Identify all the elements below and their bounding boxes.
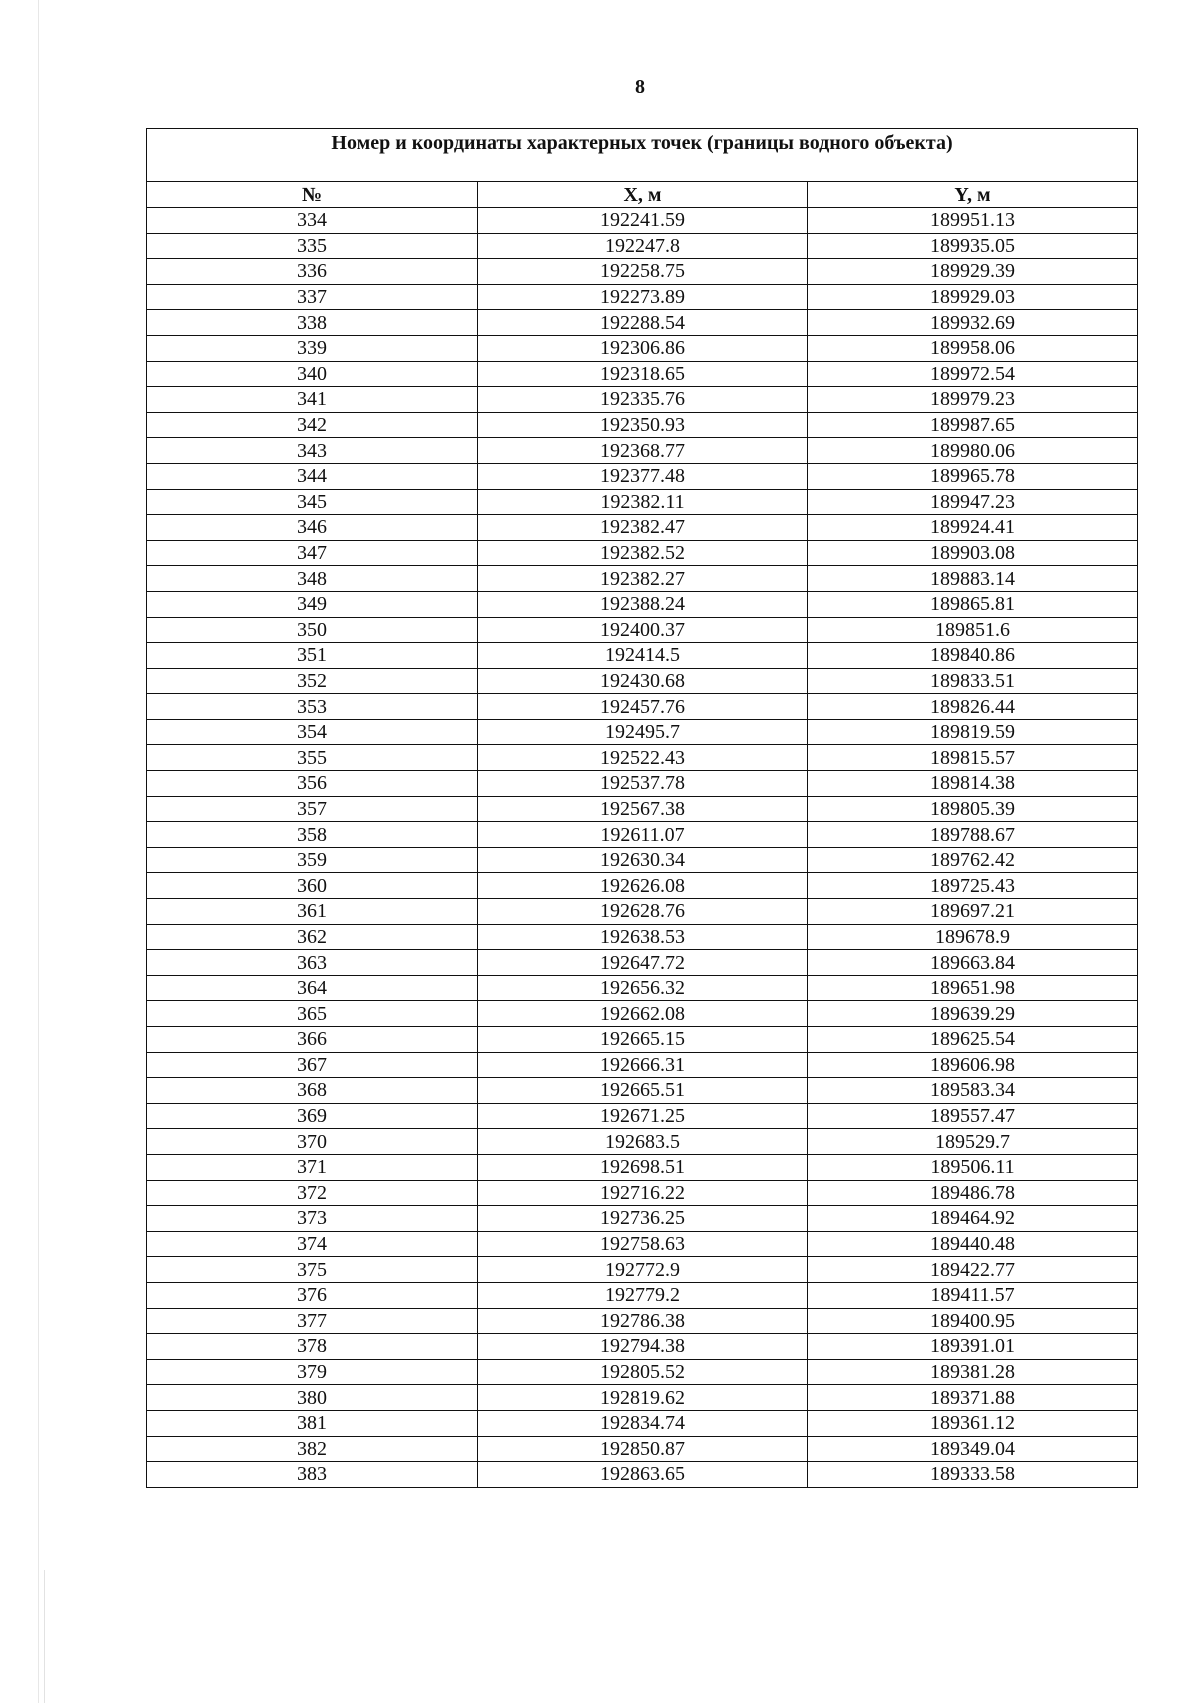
table-row xyxy=(147,361,1138,387)
point-number-cell: 348 xyxy=(147,566,478,592)
point-number-cell: 341 xyxy=(147,387,478,413)
x-coordinate-cell: 192258.75 xyxy=(478,259,808,285)
point-number-cell: 363 xyxy=(147,950,478,976)
y-coordinate-cell: 189440.48 xyxy=(808,1231,1138,1257)
x-coordinate-cell: 192288.54 xyxy=(478,310,808,336)
table-row xyxy=(147,1078,1138,1104)
point-number-cell: 360 xyxy=(147,873,478,899)
table-row xyxy=(147,540,1138,566)
y-coordinate-cell: 189725.43 xyxy=(808,873,1138,899)
column-header-number: № xyxy=(147,182,478,208)
point-number-cell: 334 xyxy=(147,208,478,234)
point-number-cell: 381 xyxy=(147,1410,478,1436)
table-row xyxy=(147,1359,1138,1385)
y-coordinate-cell: 189929.39 xyxy=(808,259,1138,285)
point-number-cell: 349 xyxy=(147,591,478,617)
table-row xyxy=(147,873,1138,899)
page-number: 8 xyxy=(635,76,645,98)
x-coordinate-cell: 192671.25 xyxy=(478,1103,808,1129)
table-row xyxy=(147,617,1138,643)
table-row xyxy=(147,1180,1138,1206)
y-coordinate-cell: 189381.28 xyxy=(808,1359,1138,1385)
y-coordinate-cell: 189980.06 xyxy=(808,438,1138,464)
y-coordinate-cell: 189951.13 xyxy=(808,208,1138,234)
x-coordinate-cell: 192430.68 xyxy=(478,668,808,694)
x-coordinate-cell: 192819.62 xyxy=(478,1385,808,1411)
point-number-cell: 339 xyxy=(147,335,478,361)
column-header-y: Y, м xyxy=(808,182,1138,208)
y-coordinate-cell: 189947.23 xyxy=(808,489,1138,515)
table-row xyxy=(147,387,1138,413)
y-coordinate-cell: 189826.44 xyxy=(808,694,1138,720)
table-row xyxy=(147,1282,1138,1308)
y-coordinate-cell: 189464.92 xyxy=(808,1206,1138,1232)
table-row xyxy=(147,463,1138,489)
table-row xyxy=(147,771,1138,797)
column-header-x: X, м xyxy=(478,182,808,208)
x-coordinate-cell: 192247.8 xyxy=(478,233,808,259)
table-row xyxy=(147,1154,1138,1180)
point-number-cell: 352 xyxy=(147,668,478,694)
x-coordinate-cell: 192647.72 xyxy=(478,950,808,976)
point-number-cell: 342 xyxy=(147,412,478,438)
x-coordinate-cell: 192736.25 xyxy=(478,1206,808,1232)
point-number-cell: 369 xyxy=(147,1103,478,1129)
point-number-cell: 338 xyxy=(147,310,478,336)
point-number-cell: 347 xyxy=(147,540,478,566)
table-row xyxy=(147,899,1138,925)
table-row xyxy=(147,1027,1138,1053)
point-number-cell: 366 xyxy=(147,1027,478,1053)
point-number-cell: 380 xyxy=(147,1385,478,1411)
point-number-cell: 353 xyxy=(147,694,478,720)
y-coordinate-cell: 189400.95 xyxy=(808,1308,1138,1334)
table-row xyxy=(147,745,1138,771)
table-body xyxy=(147,208,1138,1488)
point-number-cell: 373 xyxy=(147,1206,478,1232)
scan-artifact-line xyxy=(38,0,39,1703)
x-coordinate-cell: 192388.24 xyxy=(478,591,808,617)
table-row xyxy=(147,950,1138,976)
table-row xyxy=(147,1052,1138,1078)
table-row xyxy=(147,975,1138,1001)
y-coordinate-cell: 189979.23 xyxy=(808,387,1138,413)
x-coordinate-cell: 192522.43 xyxy=(478,745,808,771)
x-coordinate-cell: 192805.52 xyxy=(478,1359,808,1385)
x-coordinate-cell: 192863.65 xyxy=(478,1462,808,1488)
table-row xyxy=(147,412,1138,438)
x-coordinate-cell: 192850.87 xyxy=(478,1436,808,1462)
table-row xyxy=(147,566,1138,592)
y-coordinate-cell: 189639.29 xyxy=(808,1001,1138,1027)
point-number-cell: 368 xyxy=(147,1078,478,1104)
x-coordinate-cell: 192241.59 xyxy=(478,208,808,234)
x-coordinate-cell: 192457.76 xyxy=(478,694,808,720)
y-coordinate-cell: 189506.11 xyxy=(808,1154,1138,1180)
table-row xyxy=(147,1436,1138,1462)
table-row xyxy=(147,1334,1138,1360)
point-number-cell: 351 xyxy=(147,643,478,669)
table-row xyxy=(147,1410,1138,1436)
point-number-cell: 377 xyxy=(147,1308,478,1334)
point-number-cell: 375 xyxy=(147,1257,478,1283)
point-number-cell: 346 xyxy=(147,515,478,541)
x-coordinate-cell: 192779.2 xyxy=(478,1282,808,1308)
y-coordinate-cell: 189883.14 xyxy=(808,566,1138,592)
point-number-cell: 374 xyxy=(147,1231,478,1257)
table-row xyxy=(147,259,1138,285)
table-row xyxy=(147,719,1138,745)
y-coordinate-cell: 189625.54 xyxy=(808,1027,1138,1053)
point-number-cell: 335 xyxy=(147,233,478,259)
x-coordinate-cell: 192350.93 xyxy=(478,412,808,438)
table-row xyxy=(147,1001,1138,1027)
x-coordinate-cell: 192683.5 xyxy=(478,1129,808,1155)
y-coordinate-cell: 189651.98 xyxy=(808,975,1138,1001)
x-coordinate-cell: 192626.08 xyxy=(478,873,808,899)
y-coordinate-cell: 189987.65 xyxy=(808,412,1138,438)
point-number-cell: 355 xyxy=(147,745,478,771)
y-coordinate-cell: 189557.47 xyxy=(808,1103,1138,1129)
y-coordinate-cell: 189851.6 xyxy=(808,617,1138,643)
point-number-cell: 345 xyxy=(147,489,478,515)
point-number-cell: 336 xyxy=(147,259,478,285)
x-coordinate-cell: 192656.32 xyxy=(478,975,808,1001)
x-coordinate-cell: 192382.47 xyxy=(478,515,808,541)
point-number-cell: 344 xyxy=(147,463,478,489)
coordinates-table xyxy=(146,128,1138,1488)
y-coordinate-cell: 189486.78 xyxy=(808,1180,1138,1206)
table-row xyxy=(147,1206,1138,1232)
y-coordinate-cell: 189833.51 xyxy=(808,668,1138,694)
x-coordinate-cell: 192400.37 xyxy=(478,617,808,643)
table-row xyxy=(147,796,1138,822)
y-coordinate-cell: 189958.06 xyxy=(808,335,1138,361)
point-number-cell: 354 xyxy=(147,719,478,745)
table-row xyxy=(147,489,1138,515)
point-number-cell: 371 xyxy=(147,1154,478,1180)
x-coordinate-cell: 192414.5 xyxy=(478,643,808,669)
y-coordinate-cell: 189422.77 xyxy=(808,1257,1138,1283)
point-number-cell: 350 xyxy=(147,617,478,643)
table-row xyxy=(147,847,1138,873)
y-coordinate-cell: 189929.03 xyxy=(808,284,1138,310)
x-coordinate-cell: 192638.53 xyxy=(478,924,808,950)
x-coordinate-cell: 192382.27 xyxy=(478,566,808,592)
table-row xyxy=(147,335,1138,361)
point-number-cell: 378 xyxy=(147,1334,478,1360)
point-number-cell: 379 xyxy=(147,1359,478,1385)
x-coordinate-cell: 192665.15 xyxy=(478,1027,808,1053)
scan-artifact-line xyxy=(44,1570,45,1703)
table-row xyxy=(147,591,1138,617)
x-coordinate-cell: 192794.38 xyxy=(478,1334,808,1360)
point-number-cell: 361 xyxy=(147,899,478,925)
table-row xyxy=(147,208,1138,234)
table-row xyxy=(147,694,1138,720)
x-coordinate-cell: 192273.89 xyxy=(478,284,808,310)
x-coordinate-cell: 192537.78 xyxy=(478,771,808,797)
x-coordinate-cell: 192698.51 xyxy=(478,1154,808,1180)
y-coordinate-cell: 189411.57 xyxy=(808,1282,1138,1308)
table-row xyxy=(147,643,1138,669)
x-coordinate-cell: 192666.31 xyxy=(478,1052,808,1078)
table-row xyxy=(147,284,1138,310)
y-coordinate-cell: 189349.04 xyxy=(808,1436,1138,1462)
point-number-cell: 337 xyxy=(147,284,478,310)
table-row xyxy=(147,1462,1138,1488)
y-coordinate-cell: 189697.21 xyxy=(808,899,1138,925)
table-row xyxy=(147,1308,1138,1334)
y-coordinate-cell: 189935.05 xyxy=(808,233,1138,259)
table-row xyxy=(147,1231,1138,1257)
y-coordinate-cell: 189903.08 xyxy=(808,540,1138,566)
table-row xyxy=(147,668,1138,694)
x-coordinate-cell: 192662.08 xyxy=(478,1001,808,1027)
point-number-cell: 372 xyxy=(147,1180,478,1206)
y-coordinate-cell: 189371.88 xyxy=(808,1385,1138,1411)
x-coordinate-cell: 192611.07 xyxy=(478,822,808,848)
y-coordinate-cell: 189865.81 xyxy=(808,591,1138,617)
x-coordinate-cell: 192630.34 xyxy=(478,847,808,873)
y-coordinate-cell: 189391.01 xyxy=(808,1334,1138,1360)
x-coordinate-cell: 192786.38 xyxy=(478,1308,808,1334)
table-row xyxy=(147,822,1138,848)
point-number-cell: 367 xyxy=(147,1052,478,1078)
x-coordinate-cell: 192716.22 xyxy=(478,1180,808,1206)
x-coordinate-cell: 192335.76 xyxy=(478,387,808,413)
x-coordinate-cell: 192382.11 xyxy=(478,489,808,515)
x-coordinate-cell: 192834.74 xyxy=(478,1410,808,1436)
y-coordinate-cell: 189529.7 xyxy=(808,1129,1138,1155)
x-coordinate-cell: 192495.7 xyxy=(478,719,808,745)
y-coordinate-cell: 189762.42 xyxy=(808,847,1138,873)
point-number-cell: 365 xyxy=(147,1001,478,1027)
x-coordinate-cell: 192377.48 xyxy=(478,463,808,489)
y-coordinate-cell: 189805.39 xyxy=(808,796,1138,822)
x-coordinate-cell: 192306.86 xyxy=(478,335,808,361)
y-coordinate-cell: 189814.38 xyxy=(808,771,1138,797)
point-number-cell: 382 xyxy=(147,1436,478,1462)
table-title: Номер и координаты характерных точек (границы водного объекта) xyxy=(147,129,1138,182)
y-coordinate-cell: 189840.86 xyxy=(808,643,1138,669)
y-coordinate-cell: 189361.12 xyxy=(808,1410,1138,1436)
table-row xyxy=(147,1257,1138,1283)
y-coordinate-cell: 189333.58 xyxy=(808,1462,1138,1488)
point-number-cell: 340 xyxy=(147,361,478,387)
y-coordinate-cell: 189678.9 xyxy=(808,924,1138,950)
y-coordinate-cell: 189788.67 xyxy=(808,822,1138,848)
point-number-cell: 370 xyxy=(147,1129,478,1155)
point-number-cell: 358 xyxy=(147,822,478,848)
table-row xyxy=(147,438,1138,464)
point-number-cell: 364 xyxy=(147,975,478,1001)
point-number-cell: 376 xyxy=(147,1282,478,1308)
x-coordinate-cell: 192567.38 xyxy=(478,796,808,822)
x-coordinate-cell: 192382.52 xyxy=(478,540,808,566)
point-number-cell: 362 xyxy=(147,924,478,950)
point-number-cell: 359 xyxy=(147,847,478,873)
y-coordinate-cell: 189815.57 xyxy=(808,745,1138,771)
x-coordinate-cell: 192318.65 xyxy=(478,361,808,387)
point-number-cell: 357 xyxy=(147,796,478,822)
point-number-cell: 383 xyxy=(147,1462,478,1488)
x-coordinate-cell: 192628.76 xyxy=(478,899,808,925)
y-coordinate-cell: 189663.84 xyxy=(808,950,1138,976)
table-row xyxy=(147,233,1138,259)
point-number-cell: 356 xyxy=(147,771,478,797)
y-coordinate-cell: 189965.78 xyxy=(808,463,1138,489)
table-row xyxy=(147,310,1138,336)
table-title-row xyxy=(147,129,1138,182)
y-coordinate-cell: 189972.54 xyxy=(808,361,1138,387)
table-row xyxy=(147,515,1138,541)
y-coordinate-cell: 189606.98 xyxy=(808,1052,1138,1078)
x-coordinate-cell: 192665.51 xyxy=(478,1078,808,1104)
y-coordinate-cell: 189583.34 xyxy=(808,1078,1138,1104)
x-coordinate-cell: 192368.77 xyxy=(478,438,808,464)
point-number-cell: 343 xyxy=(147,438,478,464)
y-coordinate-cell: 189819.59 xyxy=(808,719,1138,745)
y-coordinate-cell: 189924.41 xyxy=(808,515,1138,541)
table-row xyxy=(147,1103,1138,1129)
table-header-row xyxy=(147,182,1138,208)
y-coordinate-cell: 189932.69 xyxy=(808,310,1138,336)
x-coordinate-cell: 192758.63 xyxy=(478,1231,808,1257)
table-row xyxy=(147,924,1138,950)
table-row xyxy=(147,1385,1138,1411)
table-row xyxy=(147,1129,1138,1155)
x-coordinate-cell: 192772.9 xyxy=(478,1257,808,1283)
